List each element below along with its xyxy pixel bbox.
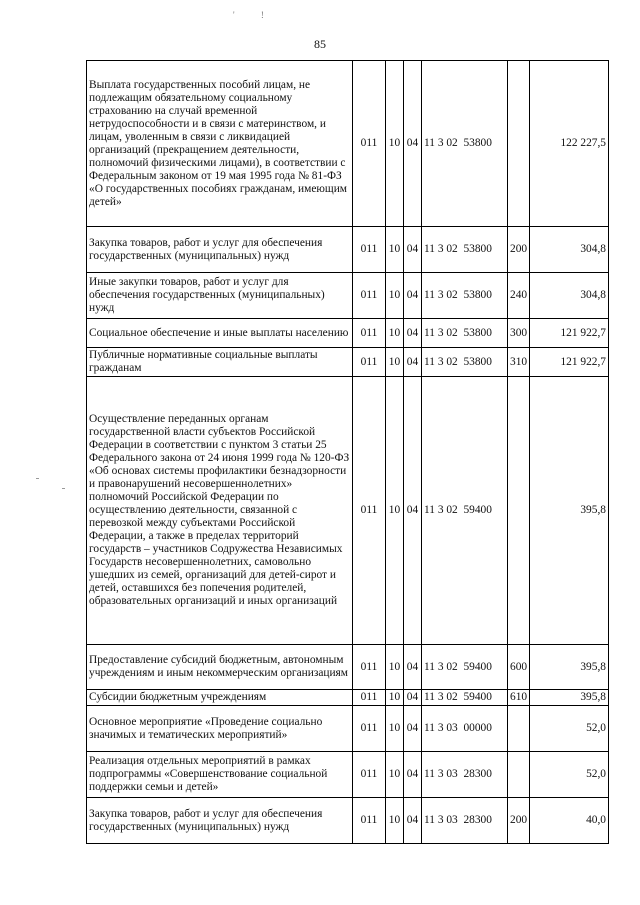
- table-row: [87, 798, 609, 844]
- table-row: [87, 706, 609, 752]
- row-name: Иные закупки товаров, работ и услуг для обеспечения государственных (муниципальных) нужд: [87, 273, 353, 319]
- row-vr: 610: [508, 690, 530, 706]
- row-name: Субсидии бюджетным учреждениям: [87, 690, 353, 706]
- row-amount: 395,8: [530, 690, 609, 706]
- budget-table: [86, 60, 609, 844]
- row-pr: 04: [404, 690, 422, 706]
- row-ved: 011: [353, 752, 386, 798]
- row-pr: 04: [404, 706, 422, 752]
- table-row: [87, 690, 609, 706]
- row-csr: 11 3 02 53800: [422, 227, 508, 273]
- scan-speck: [62, 488, 65, 489]
- row-name: Основное мероприятие «Проведение социально значимых и тематических мероприятий»: [87, 706, 353, 752]
- table-row: [87, 645, 609, 690]
- row-pr: 04: [404, 377, 422, 645]
- row-ved: 011: [353, 273, 386, 319]
- row-pr: 04: [404, 61, 422, 227]
- row-pr: 04: [404, 273, 422, 319]
- row-amount: 122 227,5: [530, 61, 609, 227]
- row-vr: 600: [508, 645, 530, 690]
- row-vr: [508, 61, 530, 227]
- row-ved: 011: [353, 61, 386, 227]
- table-row: [87, 61, 609, 227]
- row-rz: 10: [386, 377, 404, 645]
- row-ved: 011: [353, 377, 386, 645]
- table-row: [87, 752, 609, 798]
- row-name: Социальное обеспечение и иные выплаты населению: [87, 319, 353, 348]
- row-amount: 52,0: [530, 706, 609, 752]
- row-amount: 121 922,7: [530, 348, 609, 377]
- row-pr: 04: [404, 798, 422, 844]
- row-amount: 40,0: [530, 798, 609, 844]
- row-vr: [508, 706, 530, 752]
- row-vr: 200: [508, 227, 530, 273]
- row-ved: 011: [353, 227, 386, 273]
- row-ved: 011: [353, 690, 386, 706]
- row-name: Закупка товаров, работ и услуг для обеспечения государственных (муниципальных) нужд: [87, 227, 353, 273]
- row-rz: 10: [386, 348, 404, 377]
- row-vr: [508, 377, 530, 645]
- row-amount: 395,8: [530, 377, 609, 645]
- row-rz: 10: [386, 798, 404, 844]
- row-vr: 200: [508, 798, 530, 844]
- table-row: [87, 273, 609, 319]
- row-name: Реализация отдельных мероприятий в рамках подпрограммы «Совершенствование социальной поддержки семьи и детей»: [87, 752, 353, 798]
- row-csr: 11 3 02 53800: [422, 319, 508, 348]
- row-csr: 11 3 02 53800: [422, 273, 508, 319]
- row-ved: 011: [353, 706, 386, 752]
- row-vr: 310: [508, 348, 530, 377]
- row-vr: [508, 752, 530, 798]
- row-csr: 11 3 02 59400: [422, 645, 508, 690]
- row-ved: 011: [353, 319, 386, 348]
- table-row: [87, 319, 609, 348]
- row-rz: 10: [386, 690, 404, 706]
- row-name: Публичные нормативные социальные выплаты гражданам: [87, 348, 353, 377]
- table-row: [87, 227, 609, 273]
- row-name: Осуществление переданных органам государственной власти субъектов Российской Федерации в соответствии с пунктом 3 статьи 25 Федерального закона от 24 июня 1999 года № 120-ФЗ «Об основах системы профилактики безнадзорности и правонарушений несовершеннолетних» полномочий Российской Федерации по осуществлению деятельности, связанной с перевозкой между субъектами Российской Федерации, а также в пределах территорий государств – участников Содружества Независимых Государств несовершеннолетних, самовольно ушедших из семей, организаций для детей-сирот и детей, оставшихся без попечения родителей, образовательных организаций и иных организаций: [87, 377, 353, 645]
- row-pr: 04: [404, 227, 422, 273]
- row-csr: 11 3 03 28300: [422, 798, 508, 844]
- row-name: Предоставление субсидий бюджетным, автономным учреждениям и иным некоммерческим организациям: [87, 645, 353, 690]
- row-name: Закупка товаров, работ и услуг для обеспечения государственных (муниципальных) нужд: [87, 798, 353, 844]
- row-ved: 011: [353, 798, 386, 844]
- row-amount: 304,8: [530, 273, 609, 319]
- row-vr: 300: [508, 319, 530, 348]
- table-row: [87, 348, 609, 377]
- row-csr: 11 3 02 53800: [422, 348, 508, 377]
- row-pr: 04: [404, 319, 422, 348]
- row-csr: 11 3 02 53800: [422, 61, 508, 227]
- row-csr: 11 3 03 28300: [422, 752, 508, 798]
- row-pr: 04: [404, 645, 422, 690]
- row-rz: 10: [386, 752, 404, 798]
- row-ved: 011: [353, 348, 386, 377]
- row-amount: 121 922,7: [530, 319, 609, 348]
- row-amount: 304,8: [530, 227, 609, 273]
- row-rz: 10: [386, 319, 404, 348]
- row-amount: 52,0: [530, 752, 609, 798]
- row-csr: 11 3 02 59400: [422, 377, 508, 645]
- row-rz: 10: [386, 227, 404, 273]
- row-name: Выплата государственных пособий лицам, не подлежащим обязательному социальному страхованию на случай временной нетрудоспособности и в связи с материнством, и лицам, уволенным в связи с ликвидацией организаций (прекращением деятельности, полномочий физическими лицами), в соответствии с Федеральным законом от 19 мая 1995 года № 81-ФЗ «О государственных пособиях гражданам, имеющим детей»: [87, 61, 353, 227]
- row-rz: 10: [386, 61, 404, 227]
- table-row: [87, 377, 609, 645]
- row-ved: 011: [353, 645, 386, 690]
- row-pr: 04: [404, 348, 422, 377]
- row-csr: 11 3 02 59400: [422, 690, 508, 706]
- row-rz: 10: [386, 273, 404, 319]
- row-rz: 10: [386, 706, 404, 752]
- scan-speck: [36, 478, 39, 479]
- row-amount: 395,8: [530, 645, 609, 690]
- page-number: 85: [314, 37, 326, 51]
- row-vr: 240: [508, 273, 530, 319]
- row-csr: 11 3 03 00000: [422, 706, 508, 752]
- scan-marks: ' !: [233, 10, 276, 20]
- row-rz: 10: [386, 645, 404, 690]
- row-pr: 04: [404, 752, 422, 798]
